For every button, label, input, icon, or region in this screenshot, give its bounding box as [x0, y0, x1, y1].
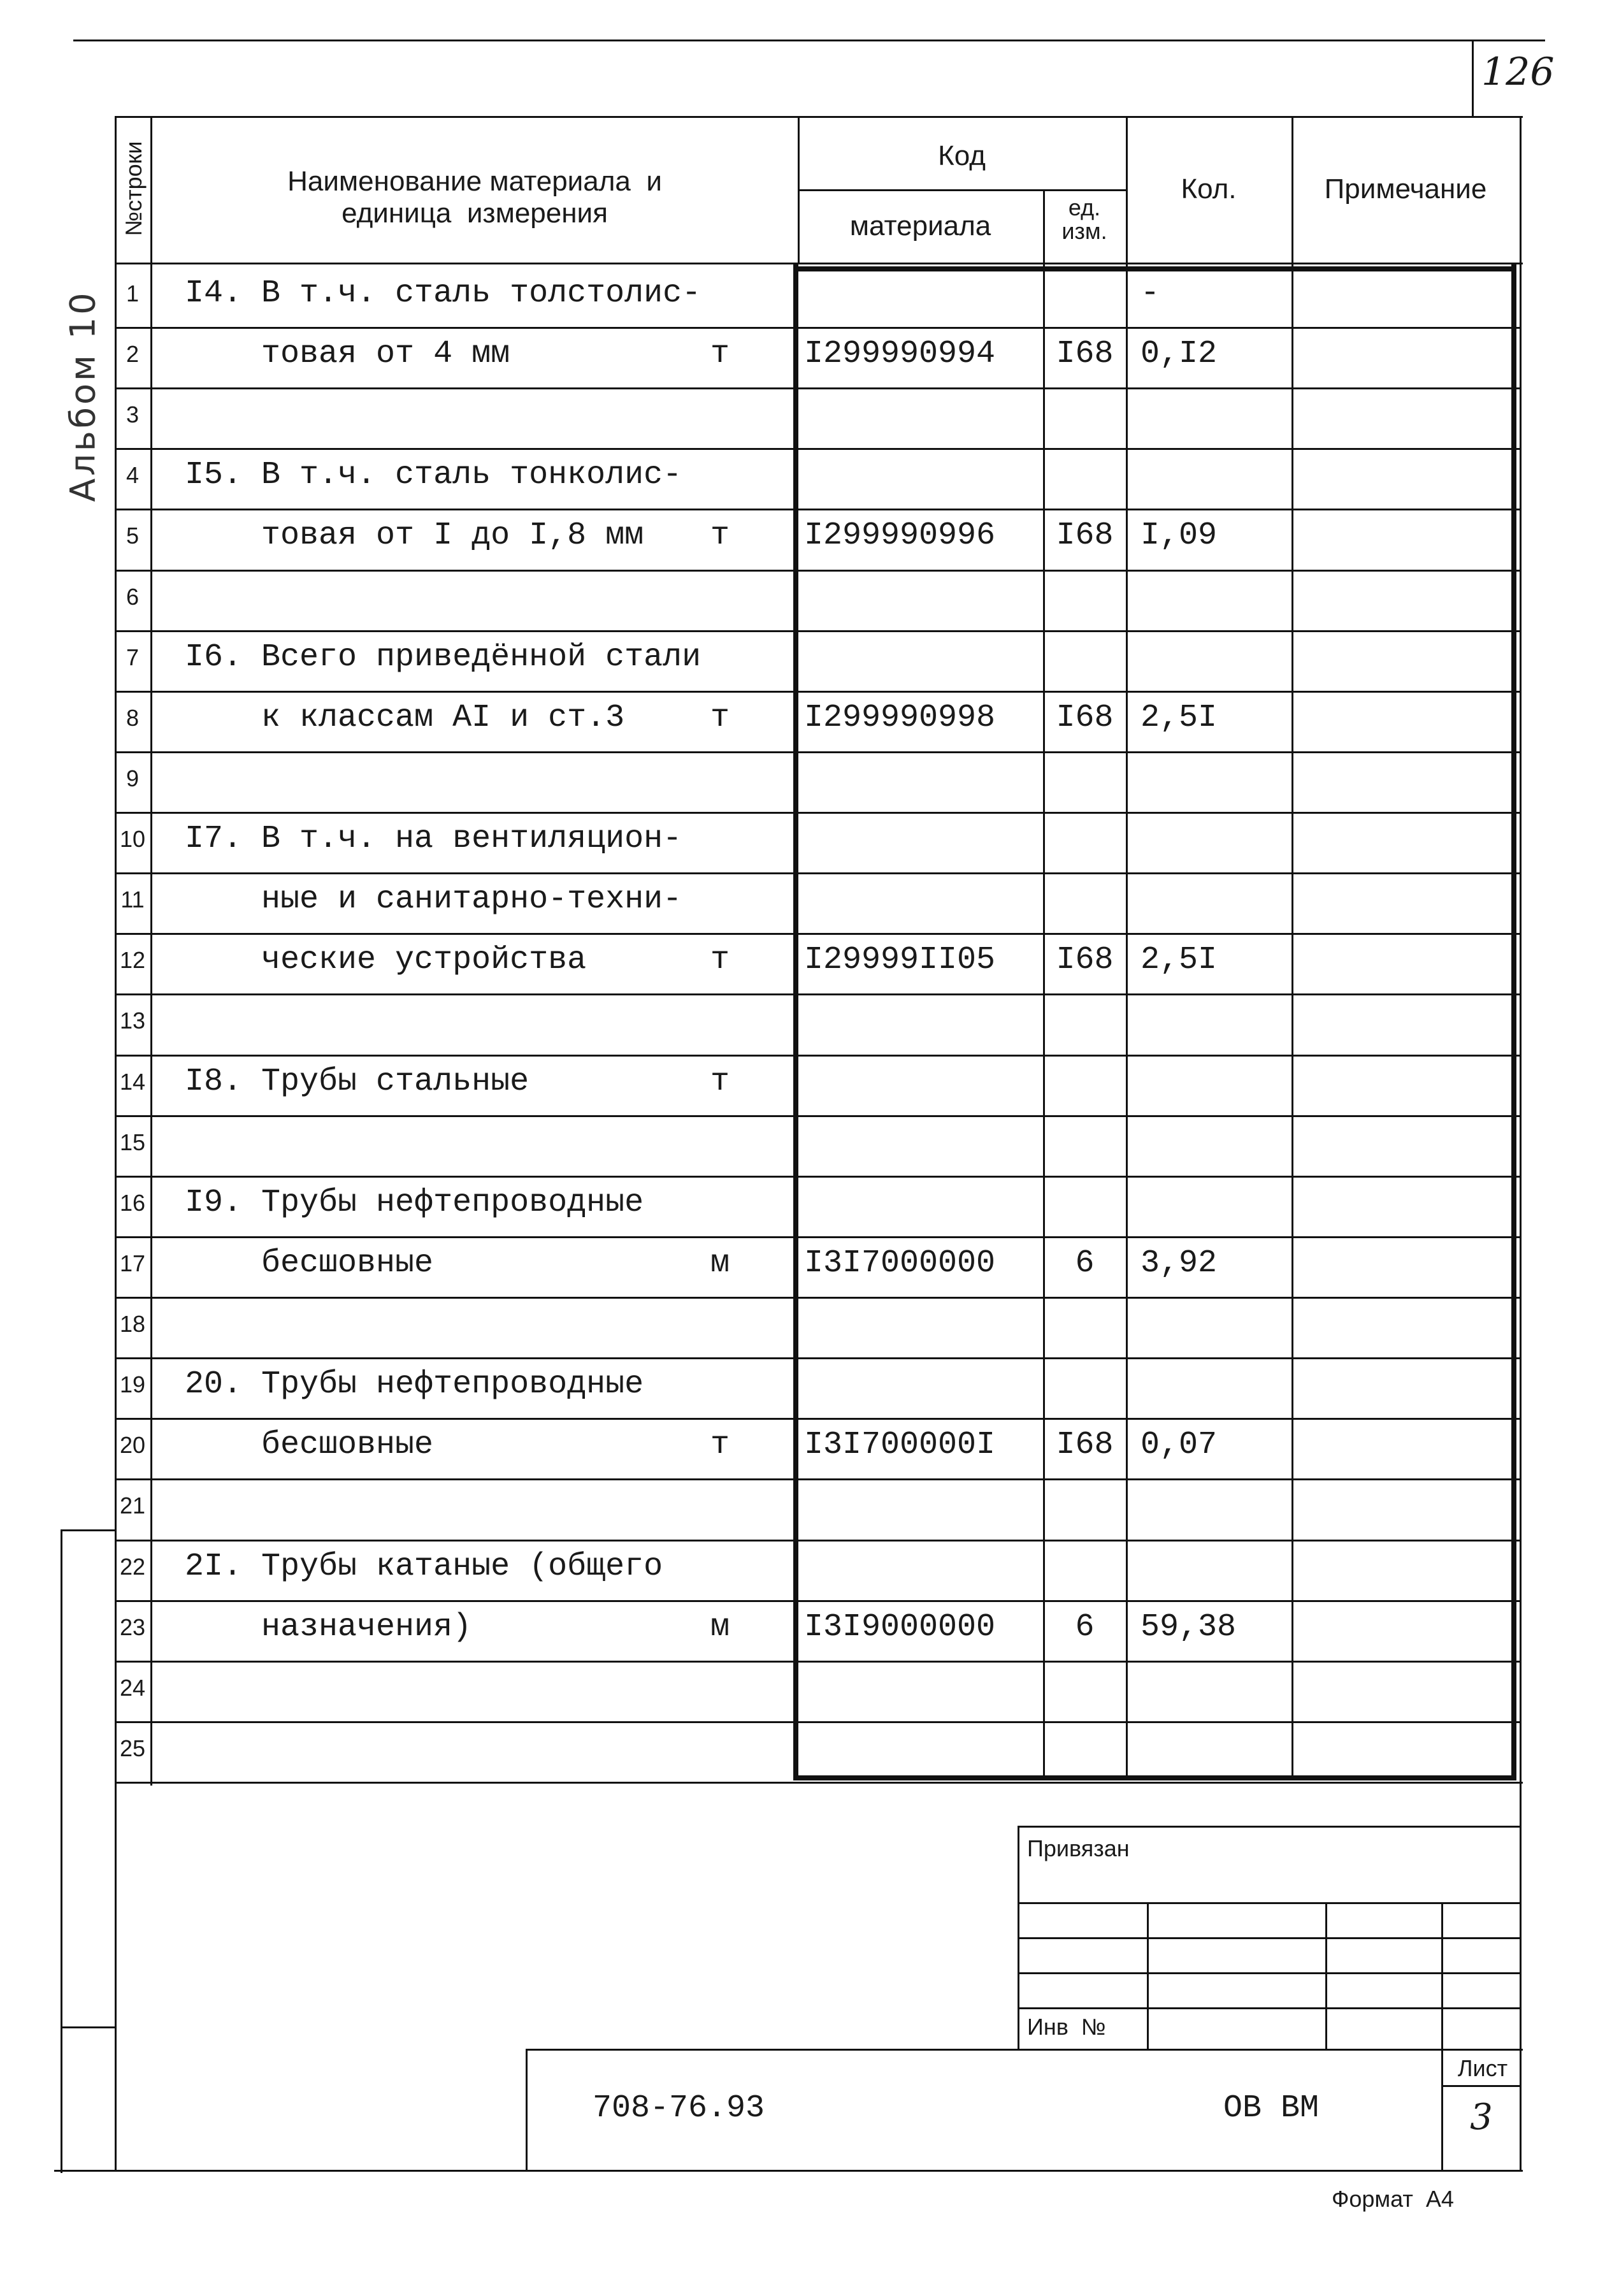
row-divider	[115, 570, 1520, 572]
row-divider	[115, 1115, 1520, 1117]
row-divider	[115, 1236, 1520, 1238]
row-number: 8	[126, 705, 140, 731]
row-number: 14	[119, 1069, 146, 1095]
row-number: 10	[119, 826, 146, 852]
sheet-label: Лист	[1457, 2055, 1508, 2081]
row-divider	[115, 993, 1520, 995]
unit-name: т	[710, 1427, 730, 1463]
row-divider	[115, 1478, 1520, 1480]
quantity: 3,92	[1140, 1245, 1218, 1282]
quantity: 0,I2	[1140, 336, 1218, 372]
row-number: 12	[119, 947, 146, 973]
unit-code: I68	[1056, 1427, 1114, 1463]
material-header: материала	[849, 210, 991, 242]
row-number: 22	[119, 1554, 146, 1580]
row-number: 20	[119, 1432, 146, 1458]
row-number: 23	[119, 1614, 146, 1640]
unit-name: т	[710, 942, 730, 978]
row-number: 18	[119, 1311, 146, 1337]
unit-name: т	[710, 1064, 730, 1100]
row-divider	[115, 1600, 1520, 1602]
material-name: к классам AI и ст.3	[185, 700, 625, 736]
row-number: 9	[126, 765, 140, 791]
page-number: 126	[1481, 50, 1555, 94]
quantity: -	[1140, 275, 1160, 312]
material-name: 2I. Трубы катаные (общего	[185, 1549, 663, 1585]
row-divider	[115, 812, 1520, 814]
row-divider	[115, 933, 1520, 935]
row-divider	[115, 1721, 1520, 1723]
attached-label: Привязан	[1027, 1835, 1130, 1861]
row-number: 4	[126, 462, 140, 488]
unit-code: I68	[1056, 336, 1114, 372]
material-name: ные и санитарно-техни-	[185, 881, 682, 918]
material-code: I29999II05	[804, 942, 996, 978]
unit-code: 6	[1075, 1245, 1095, 1282]
unit-name: т	[710, 700, 730, 736]
row-number: 3	[126, 401, 140, 428]
row-number: 7	[126, 644, 140, 670]
row-divider	[115, 1418, 1520, 1420]
unit-code: I68	[1056, 942, 1114, 978]
row-number: 17	[119, 1250, 146, 1276]
quantity: 2,5I	[1140, 700, 1218, 736]
material-name: I4. В т.ч. сталь толстолис-	[185, 275, 702, 312]
name-header-line2: единица измерения	[342, 198, 608, 229]
material-name: I7. В т.ч. на вентиляцион-	[185, 821, 682, 857]
row-divider	[115, 872, 1520, 874]
row-divider	[115, 509, 1520, 510]
material-code: I3I700000I	[804, 1427, 996, 1463]
row-number: 6	[126, 584, 140, 610]
row-number-header: №строки	[120, 141, 147, 236]
material-name: товая от 4 мм	[185, 336, 510, 372]
material-code: I299990996	[804, 517, 996, 554]
row-divider	[115, 1661, 1520, 1663]
row-divider	[115, 387, 1520, 389]
row-divider	[115, 1357, 1520, 1359]
format-label: Формат А4	[1332, 2186, 1454, 2212]
row-number: 19	[119, 1371, 146, 1397]
material-name: I6. Всего приведённой стали	[185, 639, 702, 675]
row-divider	[115, 448, 1520, 450]
material-code: I299990994	[804, 336, 996, 372]
qty-header: Кол.	[1181, 173, 1237, 205]
row-divider	[115, 630, 1520, 632]
row-number: 24	[119, 1675, 146, 1701]
row-divider	[115, 327, 1520, 329]
row-number: 16	[119, 1190, 146, 1216]
unit-name: м	[710, 1245, 730, 1282]
code-header: Код	[938, 140, 986, 171]
row-divider	[115, 1055, 1520, 1057]
unit-header-line1: ед.	[1068, 194, 1101, 220]
row-divider	[115, 691, 1520, 693]
material-name: I5. В т.ч. сталь тонколис-	[185, 457, 682, 493]
row-number: 1	[126, 280, 140, 307]
row-number: 25	[119, 1735, 146, 1761]
side-label: Альбом 10	[62, 290, 103, 502]
doc-type: ОВ ВМ	[1223, 2090, 1320, 2126]
material-name: I9. Трубы нефтепроводные	[185, 1185, 644, 1221]
material-code: I3I9000000	[804, 1609, 996, 1645]
material-name: бесшовные	[185, 1245, 434, 1282]
unit-code: 6	[1075, 1609, 1095, 1645]
row-divider	[115, 751, 1520, 753]
quantity: 2,5I	[1140, 942, 1218, 978]
quantity: I,09	[1140, 517, 1218, 554]
unit-code: I68	[1056, 700, 1114, 736]
unit-name: т	[710, 336, 730, 372]
row-number: 21	[119, 1492, 146, 1519]
row-divider	[115, 1176, 1520, 1178]
row-number: 13	[119, 1007, 146, 1034]
doc-code: 708-76.93	[593, 2090, 765, 2126]
material-name: ческие устройства	[185, 942, 587, 978]
unit-name: т	[710, 517, 730, 554]
material-code: I3I7000000	[804, 1245, 996, 1282]
row-number: 5	[126, 523, 140, 549]
material-name: I8. Трубы стальные	[185, 1064, 529, 1100]
name-header-line1: Наименование материала и	[287, 166, 662, 197]
unit-code: I68	[1056, 517, 1114, 554]
unit-header-line2: изм.	[1061, 218, 1107, 244]
quantity: 59,38	[1140, 1609, 1237, 1645]
material-name: назначения)	[185, 1609, 472, 1645]
row-number: 15	[119, 1129, 146, 1155]
row-number: 2	[126, 341, 140, 367]
sheet-number: 3	[1470, 2097, 1493, 2138]
material-name: товая от I до I,8 мм	[185, 517, 644, 554]
row-divider	[115, 1297, 1520, 1299]
inv-no-label: Инв №	[1027, 2014, 1106, 2040]
material-name: бесшовные	[185, 1427, 434, 1463]
unit-name: м	[710, 1609, 730, 1645]
quantity: 0,07	[1140, 1427, 1218, 1463]
material-name: 20. Трубы нефтепроводные	[185, 1366, 644, 1403]
row-divider	[115, 1540, 1520, 1541]
row-number: 11	[120, 886, 145, 913]
note-header: Примечание	[1324, 173, 1487, 205]
material-code: I299990998	[804, 700, 996, 736]
